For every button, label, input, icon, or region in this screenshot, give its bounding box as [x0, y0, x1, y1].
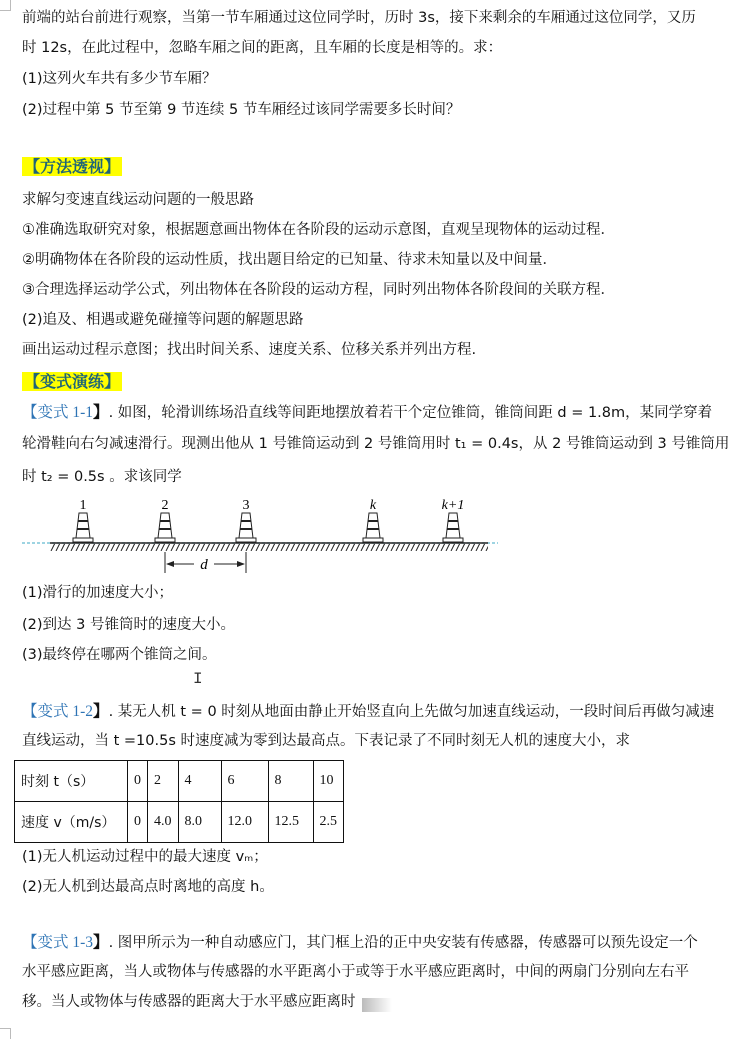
method-heading [22, 157, 122, 178]
method-line: ③合理选择运动学公式，列出物体在各阶段的运动方程，同时列出物体各阶段间的关联方程． [22, 282, 615, 298]
v13-line: 水平感应距离，当人或物体与传感器的水平距离小于或等于水平感应距离时，中间的两扇门分别向左右平 [22, 964, 689, 980]
cone-figure [0, 495, 520, 580]
table-cell: 12.5 [268, 802, 313, 843]
page-corner-mark [0, 1028, 11, 1039]
v12-question: (2)无人机到达最高点时离地的高度 h。 [22, 879, 274, 895]
arrowhead-left-icon [166, 561, 174, 567]
v12-label: 【变式 1-2】 [22, 703, 109, 720]
text-cursor-icon: I [193, 670, 203, 688]
v11-question: (3)最终停在哪两个锥筒之间。 [22, 647, 217, 663]
ground-hatch [50, 544, 488, 551]
method-line: 求解匀变速直线运动问题的一般思路 [22, 192, 254, 208]
table-cell: 6 [221, 761, 268, 802]
v12-line: 直线运动，当 t =10.5s 时速度减为零到达最高点。下表记录了不同时刻无人机的速度大小，求 [22, 733, 630, 749]
page-corner-mark [0, 0, 11, 11]
table-cell: 2 [148, 761, 179, 802]
v13-line: 移。当人或物体与传感器的距离大于水平感应距离时 [22, 994, 356, 1010]
table-row [15, 802, 344, 843]
table-cell: 0 [128, 802, 148, 843]
v11-question: (1)滑行的加速度大小； [22, 585, 174, 601]
table-cell: 12.0 [221, 802, 268, 843]
cone-label: 3 [242, 498, 250, 513]
cone-icon [363, 513, 383, 542]
table-cell: 4 [178, 761, 221, 802]
table-cell: 10 [313, 761, 344, 802]
v12-question: (1)无人机运动过程中的最大速度 vₘ； [22, 849, 268, 865]
row-header: 速度 v（m/s） [15, 802, 128, 843]
row-header: 时刻 t（s） [15, 761, 128, 802]
question-2: (2)过程中第 5 节至第 9 节连续 5 节车厢经过该同学需要多长时间？ [22, 102, 461, 118]
method-heading-text: 【方法透视】 [24, 157, 121, 176]
cone-label: k+1 [441, 498, 465, 513]
v11-question: (2)到达 3 号锥筒时的速度大小。 [22, 617, 235, 633]
v11-line: 【变式 1-1】. 如图，轮滑训练场沿直线等间距地摆放着若干个定位锥筒，锥筒间距 d = 1.8m，某同学穿着 [22, 404, 713, 421]
method-line: (2)追及、相遇或避免碰撞等问题的解题思路 [22, 312, 304, 328]
practice-heading [22, 372, 122, 393]
table-cell: 8 [268, 761, 313, 802]
cone-label: 1 [79, 498, 87, 513]
v11-line: 时 t₂ = 0.5s 。求该同学 [22, 469, 182, 485]
fade-overlay [362, 998, 392, 1012]
d-label: d [200, 557, 208, 573]
table-row [15, 761, 344, 802]
table-cell: 4.0 [148, 802, 179, 843]
v13-label: 【变式 1-3】 [22, 934, 109, 951]
intro-line: 前端的站台前进行观察，当第一节车厢通过这位同学时，历时 3s，接下来剩余的车厢通过这位同学，又历 [22, 10, 696, 26]
velocity-table [14, 760, 344, 843]
cone-icon [155, 513, 175, 542]
cone-label: 2 [161, 498, 169, 513]
table-cell: 2.5 [313, 802, 344, 843]
cone-icon [236, 513, 256, 542]
cone-label: k [369, 498, 377, 513]
method-line: ①准确选取研究对象，根据题意画出物体在各阶段的运动示意图，直观呈现物体的运动过程． [22, 222, 615, 238]
v11-label: 【变式 1-1】 [22, 404, 109, 421]
v12-line: 【变式 1-2】. 某无人机 t = 0 时刻从地面由静止开始竖直向上先做匀加速直线运动，一段时间后再做匀减速 [22, 703, 715, 720]
cone-icon [73, 513, 93, 542]
question-1: (1)这列火车共有多少节车厢？ [22, 71, 217, 87]
cone-icon [443, 513, 463, 542]
table-cell: 0 [128, 761, 148, 802]
arrowhead-right-icon [237, 561, 245, 567]
practice-heading-text: 【变式演练】 [24, 372, 121, 391]
method-line: ②明确物体在各阶段的运动性质，找出题目给定的已知量、待求未知量以及中间量． [22, 252, 557, 268]
v11-line: 轮滑鞋向右匀减速滑行。现测出他从 1 号锥筒运动到 2 号锥筒用时 t₁ = 0.4s，从 2 号锥筒运动到 3 号锥筒用 [22, 436, 730, 452]
method-line: 画出运动过程示意图；找出时间关系、速度关系、位移关系并列出方程. [22, 342, 477, 358]
intro-line: 时 12s，在此过程中，忽略车厢之间的距离，且车厢的长度是相等的。求： [22, 40, 503, 56]
v13-line: 【变式 1-3】. 图甲所示为一种自动感应门，其门框上沿的正中央安装有传感器，传感器可以预先设定一个 [22, 934, 698, 951]
table-cell: 8.0 [178, 802, 221, 843]
